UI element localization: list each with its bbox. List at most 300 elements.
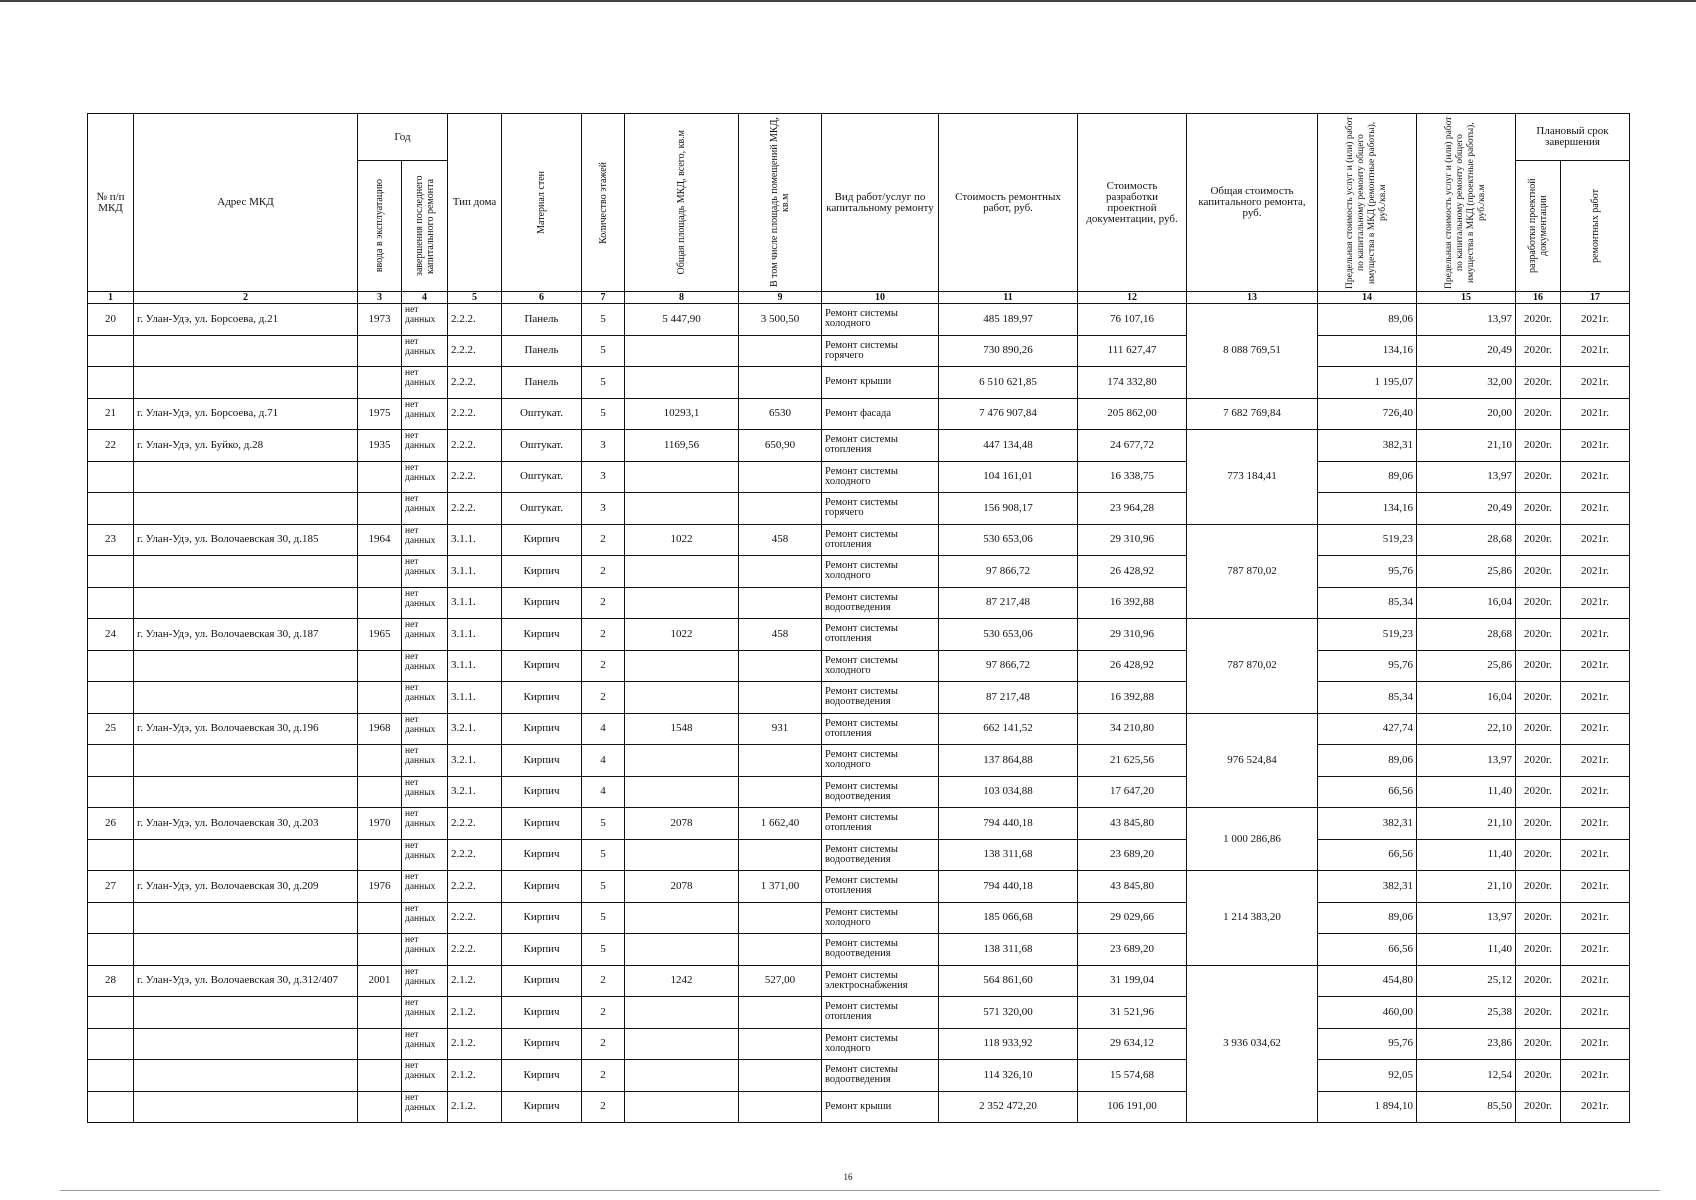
cell-repair-cost: 103 034,88 (939, 776, 1078, 808)
cell-number (88, 367, 134, 399)
cell-number (88, 556, 134, 588)
cell-repair-cost: 104 161,01 (939, 461, 1078, 493)
cell-plan-design: 2020г. (1516, 871, 1561, 903)
cell-plan-repair: 2021г. (1561, 745, 1630, 777)
cell-work-type: Ремонт системы отопления (822, 524, 939, 556)
cell-limit-repair: 89,06 (1318, 304, 1417, 336)
table-row (88, 398, 1630, 430)
cell-year-last-repair: нет данных (402, 398, 448, 430)
cell-plan-repair: 2021г. (1561, 934, 1630, 966)
cell-year-commission (358, 682, 402, 714)
cell-address: г. Улан-Удэ, ул. Волочаевская 30, д.187 (134, 619, 358, 651)
cell-year-last-repair: нет данных (402, 965, 448, 997)
cell-number (88, 776, 134, 808)
cell-work-type: Ремонт фасада (822, 398, 939, 430)
cell-premises-area (739, 839, 822, 871)
cell-plan-design: 2020г. (1516, 965, 1561, 997)
cell-limit-repair: 519,23 (1318, 524, 1417, 556)
cell-work-type: Ремонт системы холодного (822, 745, 939, 777)
cell-premises-area (739, 493, 822, 525)
cell-total-cost: 787 870,02 (1187, 524, 1318, 619)
cell-wall-material: Кирпич (502, 934, 582, 966)
cell-premises-area (739, 1091, 822, 1123)
cell-year-last-repair: нет данных (402, 808, 448, 840)
cell-floors: 5 (582, 902, 625, 934)
table-row (88, 493, 1630, 525)
cell-total-cost: 3 936 034,62 (1187, 965, 1318, 1123)
cell-wall-material: Кирпич (502, 997, 582, 1029)
cell-number: 20 (88, 304, 134, 336)
cell-year-last-repair: нет данных (402, 587, 448, 619)
cell-year-last-repair: нет данных (402, 430, 448, 462)
cell-design-cost: 43 845,80 (1078, 808, 1187, 840)
column-number: 4 (402, 292, 448, 304)
cell-repair-cost: 2 352 472,20 (939, 1091, 1078, 1123)
cell-total-area (625, 367, 739, 399)
cell-limit-design: 11,40 (1417, 776, 1516, 808)
cell-house-type: 2.2.2. (448, 493, 502, 525)
table-row (88, 524, 1630, 556)
cell-plan-repair: 2021г. (1561, 713, 1630, 745)
cell-limit-design: 12,54 (1417, 1060, 1516, 1092)
cell-floors: 5 (582, 367, 625, 399)
table-row (88, 713, 1630, 745)
cell-plan-design: 2020г. (1516, 1028, 1561, 1060)
cell-total-cost: 1 000 286,86 (1187, 808, 1318, 871)
table-row (88, 619, 1630, 651)
cell-year-commission: 1968 (358, 713, 402, 745)
cell-work-type: Ремонт системы холодного (822, 1028, 939, 1060)
cell-limit-repair: 89,06 (1318, 902, 1417, 934)
cell-house-type: 2.2.2. (448, 934, 502, 966)
cell-number: 23 (88, 524, 134, 556)
cell-plan-design: 2020г. (1516, 304, 1561, 336)
cell-year-last-repair: нет данных (402, 1028, 448, 1060)
header-repair-cost: Стоимость ремонтных работ, руб. (939, 114, 1078, 292)
cell-wall-material: Панель (502, 304, 582, 336)
cell-design-cost: 106 191,00 (1078, 1091, 1187, 1123)
cell-address: г. Улан-Удэ, ул. Борсоева, д.21 (134, 304, 358, 336)
cell-house-type: 2.1.2. (448, 965, 502, 997)
cell-premises-area (739, 335, 822, 367)
cell-year-last-repair: нет данных (402, 682, 448, 714)
cell-plan-repair: 2021г. (1561, 493, 1630, 525)
cell-repair-cost: 97 866,72 (939, 650, 1078, 682)
cell-work-type: Ремонт системы отопления (822, 430, 939, 462)
cell-work-type: Ремонт системы отопления (822, 871, 939, 903)
cell-address (134, 556, 358, 588)
cell-repair-cost: 730 890,26 (939, 335, 1078, 367)
cell-total-area (625, 493, 739, 525)
cell-number (88, 1060, 134, 1092)
table-row (88, 682, 1630, 714)
cell-premises-area (739, 1060, 822, 1092)
cell-work-type: Ремонт системы отопления (822, 713, 939, 745)
cell-year-last-repair: нет данных (402, 650, 448, 682)
cell-house-type: 3.2.1. (448, 776, 502, 808)
cell-repair-cost: 97 866,72 (939, 556, 1078, 588)
cell-limit-design: 13,97 (1417, 745, 1516, 777)
table-row (88, 650, 1630, 682)
cell-limit-design: 13,97 (1417, 902, 1516, 934)
cell-total-area (625, 934, 739, 966)
cell-wall-material: Кирпич (502, 713, 582, 745)
cell-plan-repair: 2021г. (1561, 839, 1630, 871)
cell-total-area (625, 556, 739, 588)
cell-premises-area (739, 776, 822, 808)
cell-total-cost: 1 214 383,20 (1187, 871, 1318, 966)
cell-floors: 2 (582, 1028, 625, 1060)
header-work-type: Вид работ/услуг по капитальному ремонту (822, 114, 939, 292)
cell-plan-design: 2020г. (1516, 745, 1561, 777)
header-wall-material-text: Материал стен (536, 171, 547, 234)
cell-repair-cost: 137 864,88 (939, 745, 1078, 777)
cell-address (134, 587, 358, 619)
column-number: 5 (448, 292, 502, 304)
header-year-group: Год (358, 114, 448, 161)
cell-wall-material: Кирпич (502, 556, 582, 588)
cell-limit-repair: 1 894,10 (1318, 1091, 1417, 1123)
cell-plan-design: 2020г. (1516, 461, 1561, 493)
cell-floors: 2 (582, 965, 625, 997)
cell-year-last-repair: нет данных (402, 776, 448, 808)
cell-year-last-repair: нет данных (402, 524, 448, 556)
cell-floors: 2 (582, 1091, 625, 1123)
cell-address: г. Улан-Удэ, ул. Волочаевская 30, д.196 (134, 713, 358, 745)
cell-premises-area: 931 (739, 713, 822, 745)
table-row (88, 1028, 1630, 1060)
cell-design-cost: 23 689,20 (1078, 934, 1187, 966)
cell-limit-design: 21,10 (1417, 808, 1516, 840)
cell-year-commission: 1973 (358, 304, 402, 336)
table-row (88, 965, 1630, 997)
table-row (88, 776, 1630, 808)
cell-repair-cost: 794 440,18 (939, 808, 1078, 840)
cell-wall-material: Кирпич (502, 808, 582, 840)
cell-plan-repair: 2021г. (1561, 556, 1630, 588)
cell-repair-cost: 156 908,17 (939, 493, 1078, 525)
cell-repair-cost: 662 141,52 (939, 713, 1078, 745)
cell-plan-design: 2020г. (1516, 619, 1561, 651)
cell-limit-design: 20,00 (1417, 398, 1516, 430)
column-numbers-row (88, 292, 1630, 304)
cell-work-type: Ремонт системы отопления (822, 997, 939, 1029)
cell-plan-repair: 2021г. (1561, 965, 1630, 997)
cell-house-type: 2.2.2. (448, 871, 502, 903)
cell-total-area (625, 682, 739, 714)
column-number: 2 (134, 292, 358, 304)
cell-plan-repair: 2021г. (1561, 304, 1630, 336)
cell-wall-material: Кирпич (502, 839, 582, 871)
table-row (88, 367, 1630, 399)
cell-number (88, 650, 134, 682)
cell-year-commission (358, 934, 402, 966)
cell-year-commission: 2001 (358, 965, 402, 997)
cell-plan-design: 2020г. (1516, 556, 1561, 588)
cell-limit-design: 16,04 (1417, 682, 1516, 714)
cell-premises-area: 1 371,00 (739, 871, 822, 903)
cell-year-commission (358, 1091, 402, 1123)
cell-design-cost: 34 210,80 (1078, 713, 1187, 745)
cell-design-cost: 17 647,20 (1078, 776, 1187, 808)
cell-premises-area: 1 662,40 (739, 808, 822, 840)
cell-repair-cost: 530 653,06 (939, 619, 1078, 651)
cell-address (134, 1091, 358, 1123)
cell-total-area: 1022 (625, 619, 739, 651)
cell-limit-repair: 66,56 (1318, 934, 1417, 966)
cell-house-type: 3.1.1. (448, 524, 502, 556)
cell-total-area (625, 1028, 739, 1060)
cell-plan-design: 2020г. (1516, 367, 1561, 399)
cell-year-last-repair: нет данных (402, 1091, 448, 1123)
column-number: 14 (1318, 292, 1417, 304)
cell-repair-cost: 138 311,68 (939, 839, 1078, 871)
cell-total-cost: 787 870,02 (1187, 619, 1318, 714)
cell-repair-cost: 118 933,92 (939, 1028, 1078, 1060)
header-plan-design (1516, 161, 1561, 292)
cell-number: 21 (88, 398, 134, 430)
header-plan-repair-text: ремонтных работ (1589, 189, 1601, 263)
cell-number (88, 587, 134, 619)
cell-work-type: Ремонт системы водоотведения (822, 587, 939, 619)
cell-address: г. Улан-Удэ, ул. Борсоева, д.71 (134, 398, 358, 430)
cell-total-area (625, 587, 739, 619)
cell-plan-repair: 2021г. (1561, 1060, 1630, 1092)
cell-premises-area (739, 587, 822, 619)
cell-year-commission: 1970 (358, 808, 402, 840)
cell-year-last-repair: нет данных (402, 902, 448, 934)
column-number: 15 (1417, 292, 1516, 304)
cell-house-type: 3.1.1. (448, 587, 502, 619)
cell-premises-area (739, 902, 822, 934)
cell-work-type: Ремонт системы холодного (822, 902, 939, 934)
cell-limit-repair: 382,31 (1318, 808, 1417, 840)
cell-premises-area (739, 997, 822, 1029)
column-number: 12 (1078, 292, 1187, 304)
cell-total-area (625, 839, 739, 871)
cell-limit-repair: 89,06 (1318, 745, 1417, 777)
cell-limit-design: 25,86 (1417, 650, 1516, 682)
cell-repair-cost: 794 440,18 (939, 871, 1078, 903)
cell-design-cost: 29 634,12 (1078, 1028, 1187, 1060)
cell-wall-material: Кирпич (502, 745, 582, 777)
page-number: 16 (843, 1172, 853, 1182)
cell-premises-area: 3 500,50 (739, 304, 822, 336)
header-limit-design (1417, 114, 1516, 292)
cell-plan-design: 2020г. (1516, 997, 1561, 1029)
cell-year-commission (358, 650, 402, 682)
cell-design-cost: 29 310,96 (1078, 524, 1187, 556)
cell-repair-cost: 7 476 907,84 (939, 398, 1078, 430)
cell-total-area (625, 335, 739, 367)
cell-year-last-repair: нет данных (402, 367, 448, 399)
column-number: 3 (358, 292, 402, 304)
cell-design-cost: 29 310,96 (1078, 619, 1187, 651)
cell-design-cost: 31 521,96 (1078, 997, 1187, 1029)
cell-work-type: Ремонт крыши (822, 367, 939, 399)
cell-work-type: Ремонт системы холодного (822, 461, 939, 493)
cell-number (88, 934, 134, 966)
header-number: № п/п МКД (88, 114, 134, 292)
cell-number (88, 745, 134, 777)
cell-plan-repair: 2021г. (1561, 997, 1630, 1029)
cell-premises-area (739, 1028, 822, 1060)
table-row (88, 587, 1630, 619)
cell-plan-design: 2020г. (1516, 776, 1561, 808)
cell-total-area: 1169,56 (625, 430, 739, 462)
cell-floors: 5 (582, 871, 625, 903)
cell-repair-cost: 138 311,68 (939, 934, 1078, 966)
column-number: 7 (582, 292, 625, 304)
cell-address: г. Улан-Удэ, ул. Волочаевская 30, д.209 (134, 871, 358, 903)
cell-plan-repair: 2021г. (1561, 808, 1630, 840)
cell-plan-repair: 2021г. (1561, 587, 1630, 619)
column-number: 11 (939, 292, 1078, 304)
cell-year-commission (358, 335, 402, 367)
cell-floors: 2 (582, 556, 625, 588)
cell-design-cost: 15 574,68 (1078, 1060, 1187, 1092)
cell-limit-design: 20,49 (1417, 335, 1516, 367)
cell-number (88, 902, 134, 934)
table-row (88, 808, 1630, 840)
cell-design-cost: 31 199,04 (1078, 965, 1187, 997)
cell-design-cost: 205 862,00 (1078, 398, 1187, 430)
cell-premises-area: 458 (739, 524, 822, 556)
header-total-area-text: Общая площадь МКД, всего, кв.м (676, 130, 687, 275)
cell-plan-design: 2020г. (1516, 335, 1561, 367)
cell-plan-repair: 2021г. (1561, 335, 1630, 367)
cell-floors: 2 (582, 619, 625, 651)
cell-work-type: Ремонт системы горячего (822, 335, 939, 367)
cell-premises-area (739, 367, 822, 399)
cell-house-type: 2.2.2. (448, 839, 502, 871)
cell-limit-repair: 726,40 (1318, 398, 1417, 430)
cell-house-type: 3.1.1. (448, 619, 502, 651)
cell-year-commission: 1964 (358, 524, 402, 556)
header-plan-repair (1561, 161, 1630, 292)
cell-floors: 5 (582, 934, 625, 966)
cell-wall-material: Кирпич (502, 650, 582, 682)
cell-year-commission: 1975 (358, 398, 402, 430)
cell-total-area: 2078 (625, 871, 739, 903)
cell-number: 24 (88, 619, 134, 651)
cell-year-commission: 1935 (358, 430, 402, 462)
cell-plan-design: 2020г. (1516, 398, 1561, 430)
cell-floors: 4 (582, 776, 625, 808)
cell-year-commission: 1976 (358, 871, 402, 903)
cell-floors: 2 (582, 524, 625, 556)
cell-wall-material: Панель (502, 335, 582, 367)
cell-limit-repair: 95,76 (1318, 556, 1417, 588)
cell-repair-cost: 564 861,60 (939, 965, 1078, 997)
cell-limit-repair: 134,16 (1318, 335, 1417, 367)
cell-house-type: 2.1.2. (448, 997, 502, 1029)
header-design-cost: Стоимость разработки проектной документации, руб. (1078, 114, 1187, 292)
cell-year-last-repair: нет данных (402, 871, 448, 903)
header-plan-design-text: разработки проектной документации (1527, 178, 1549, 274)
cell-limit-design: 11,40 (1417, 934, 1516, 966)
cell-year-last-repair: нет данных (402, 493, 448, 525)
cell-number (88, 997, 134, 1029)
cell-premises-area (739, 745, 822, 777)
cell-limit-design: 32,00 (1417, 367, 1516, 399)
cell-work-type: Ремонт системы холодного (822, 650, 939, 682)
cell-house-type: 3.1.1. (448, 556, 502, 588)
cell-design-cost: 111 627,47 (1078, 335, 1187, 367)
table-row (88, 839, 1630, 871)
cell-floors: 3 (582, 493, 625, 525)
cell-limit-repair: 427,74 (1318, 713, 1417, 745)
cell-floors: 2 (582, 650, 625, 682)
cell-house-type: 2.2.2. (448, 304, 502, 336)
cell-plan-design: 2020г. (1516, 808, 1561, 840)
cell-work-type: Ремонт системы водоотведения (822, 934, 939, 966)
cell-work-type: Ремонт системы электроснабжения (822, 965, 939, 997)
column-number: 6 (502, 292, 582, 304)
cell-year-commission (358, 461, 402, 493)
cell-floors: 4 (582, 745, 625, 777)
cell-limit-design: 16,04 (1417, 587, 1516, 619)
cell-wall-material: Кирпич (502, 902, 582, 934)
cell-plan-design: 2020г. (1516, 682, 1561, 714)
header-limit-repair-text: Предельная стоимость услуг и (или) работ по капитальному ремонту общего имущества в МКД (ремонтные работы), руб./кв.м (1345, 116, 1388, 289)
cell-house-type: 3.1.1. (448, 650, 502, 682)
cell-address (134, 493, 358, 525)
cell-limit-design: 13,97 (1417, 304, 1516, 336)
cell-design-cost: 76 107,16 (1078, 304, 1187, 336)
cell-premises-area: 650,90 (739, 430, 822, 462)
cell-total-cost: 7 682 769,84 (1187, 398, 1318, 430)
cell-number: 22 (88, 430, 134, 462)
cell-year-commission (358, 745, 402, 777)
cell-limit-repair: 382,31 (1318, 430, 1417, 462)
cell-house-type: 3.1.1. (448, 682, 502, 714)
cell-year-last-repair: нет данных (402, 1060, 448, 1092)
column-number: 13 (1187, 292, 1318, 304)
cell-address (134, 934, 358, 966)
cell-number (88, 335, 134, 367)
cell-house-type: 2.2.2. (448, 398, 502, 430)
header-total-cost: Общая стоимость капитального ремонта, руб. (1187, 114, 1318, 292)
cell-wall-material: Оштукат. (502, 493, 582, 525)
cell-design-cost: 21 625,56 (1078, 745, 1187, 777)
cell-plan-design: 2020г. (1516, 1060, 1561, 1092)
cell-plan-repair: 2021г. (1561, 776, 1630, 808)
cell-address: г. Улан-Удэ, ул. Буйко, д.28 (134, 430, 358, 462)
cell-number (88, 682, 134, 714)
cell-total-area (625, 1091, 739, 1123)
cell-premises-area: 6530 (739, 398, 822, 430)
cell-year-last-repair: нет данных (402, 839, 448, 871)
cell-limit-design: 21,10 (1417, 430, 1516, 462)
cell-address (134, 650, 358, 682)
cell-plan-design: 2020г. (1516, 839, 1561, 871)
cell-address (134, 461, 358, 493)
cell-year-last-repair: нет данных (402, 713, 448, 745)
cell-number: 28 (88, 965, 134, 997)
cell-number (88, 1091, 134, 1123)
cell-address (134, 367, 358, 399)
cell-repair-cost: 6 510 621,85 (939, 367, 1078, 399)
table-row (88, 335, 1630, 367)
table-row (88, 902, 1630, 934)
cell-wall-material: Оштукат. (502, 430, 582, 462)
cell-number (88, 461, 134, 493)
cell-total-area (625, 1060, 739, 1092)
cell-total-cost: 976 524,84 (1187, 713, 1318, 808)
cell-design-cost: 26 428,92 (1078, 556, 1187, 588)
header-year-last-repair-text: завершения последнего капитального ремонта (413, 175, 436, 277)
